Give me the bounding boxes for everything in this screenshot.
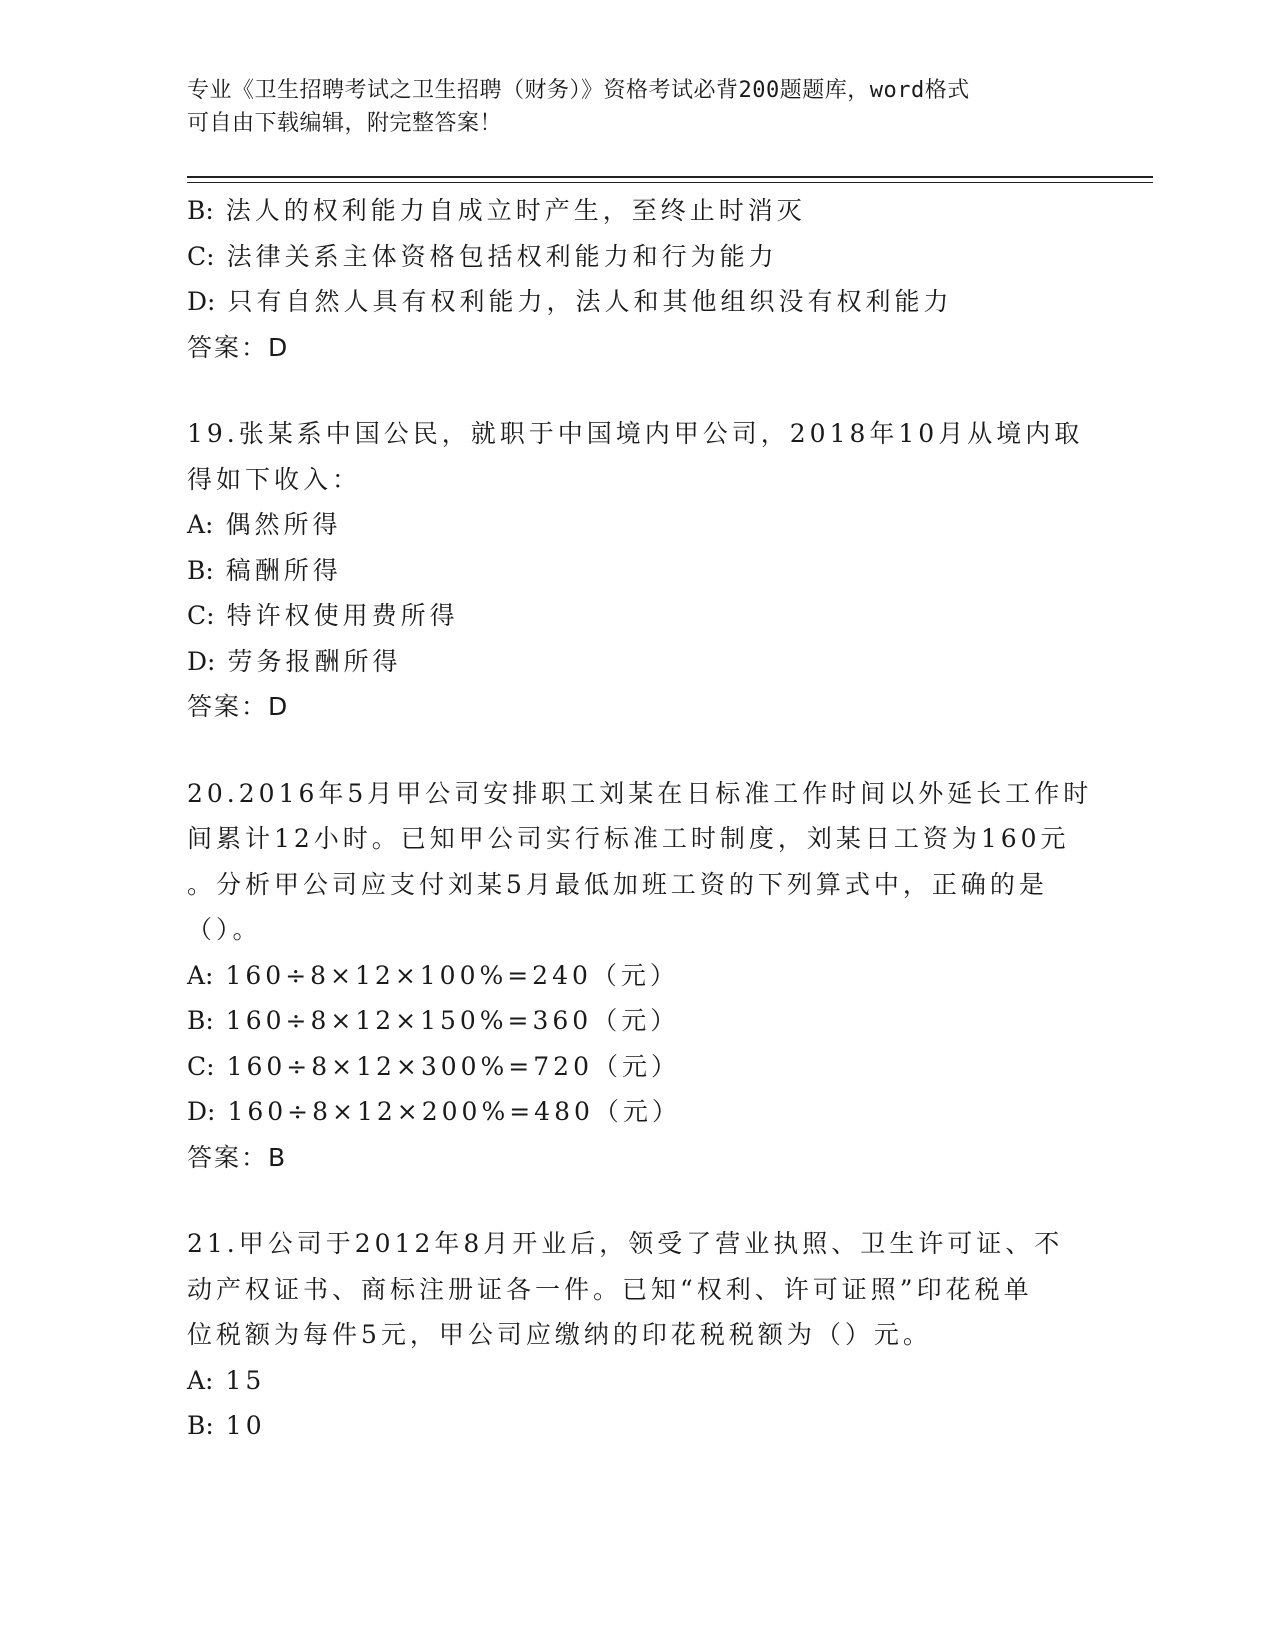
question-19 xyxy=(187,411,1087,730)
option-text: 只有自然人具有权利能力，法人和其他组织没有权利能力 xyxy=(227,287,953,316)
option-c xyxy=(187,1044,1087,1090)
answer: 答案：B xyxy=(187,1142,288,1172)
question-stem: 20.2016年5月甲公司安排职工刘某在日标准工作时间以外延长工作时 xyxy=(187,778,1093,808)
option-a xyxy=(187,1358,1087,1404)
header-divider-thin xyxy=(187,182,1153,183)
option-b xyxy=(187,188,1087,234)
option-text: 稿酬所得 xyxy=(225,555,342,585)
option-b xyxy=(187,998,1087,1044)
option-text: 160÷8×12×300%=720（元） xyxy=(226,1051,680,1081)
option-text: 15 xyxy=(225,1365,266,1395)
question-stem: 21.甲公司于2012年8月开业后，领受了营业执照、卫生许可证、不 xyxy=(187,1229,1064,1258)
option-label: D: xyxy=(187,287,216,316)
question-stem: 位税额为每件5元，甲公司应缴纳的印花税税额为（）元。 xyxy=(187,1320,932,1349)
option-text: 偶然所得 xyxy=(225,510,342,539)
option-label: C: xyxy=(187,601,215,630)
option-label: D: xyxy=(187,1097,216,1126)
question-stem: （）。 xyxy=(187,915,262,944)
option-text: 法人的权利能力自成立时产生，至终止时消灭 xyxy=(225,196,806,225)
option-label: B: xyxy=(187,555,214,585)
option-a xyxy=(187,502,1087,548)
option-text: 法律关系主体资格包括权利能力和行为能力 xyxy=(226,241,778,271)
question-stem: 得如下收入： xyxy=(187,464,362,494)
option-label: A: xyxy=(187,1365,214,1395)
question-stem: 间累计12小时。已知甲公司实行标准工时制度，刘某日工资为160元 xyxy=(187,824,1070,853)
header-title-line-1: 专业《卫生招聘考试之卫生招聘（财务）》资格考试必背200题题库，word格式 xyxy=(187,78,970,103)
option-b xyxy=(187,548,1087,594)
option-d xyxy=(187,639,1087,685)
prev-question-options xyxy=(187,188,1087,370)
question-21 xyxy=(187,1221,1087,1449)
question-stem: 19.张某系中国公民，就职于中国境内甲公司，2018年10月从境内取 xyxy=(187,419,1084,448)
answer: 答案：D xyxy=(187,332,290,362)
header-title-line-2: 可自由下载编辑，附完整答案！ xyxy=(187,111,503,136)
option-text: 160÷8×12×150%=360（元） xyxy=(225,1006,680,1035)
option-label: B: xyxy=(187,196,214,225)
option-label: B: xyxy=(187,1006,214,1035)
option-label: C: xyxy=(187,1051,215,1081)
option-d xyxy=(187,1089,1087,1135)
option-label: D: xyxy=(187,646,216,676)
option-text: 10 xyxy=(225,1411,266,1440)
option-label: C: xyxy=(187,241,215,271)
spacer xyxy=(187,730,1087,771)
option-d xyxy=(187,279,1087,325)
document-header xyxy=(187,74,1067,140)
question-content xyxy=(187,188,1093,1449)
option-a xyxy=(187,953,1087,999)
option-label: B: xyxy=(187,1411,214,1440)
option-text: 160÷8×12×200%=480（元） xyxy=(227,1097,681,1126)
question-stem: 动产权证书、商标注册证各一件。已知“权利、许可证照”印花税单 xyxy=(187,1274,1033,1304)
option-c xyxy=(187,234,1087,280)
option-label: A: xyxy=(187,960,214,990)
option-label: A: xyxy=(187,510,214,539)
spacer xyxy=(187,370,1087,411)
option-b xyxy=(187,1403,1087,1449)
header-divider-thick xyxy=(187,176,1153,178)
option-text: 160÷8×12×100%=240（元） xyxy=(225,960,679,990)
option-text: 劳务报酬所得 xyxy=(227,646,402,676)
option-text: 特许权使用费所得 xyxy=(226,601,459,630)
option-c xyxy=(187,593,1087,639)
question-20 xyxy=(187,771,1093,1181)
question-stem: 。分析甲公司应支付刘某5月最低加班工资的下列算式中，正确的是 xyxy=(187,869,1048,899)
answer: 答案：D xyxy=(187,692,290,721)
spacer xyxy=(187,1180,1087,1221)
